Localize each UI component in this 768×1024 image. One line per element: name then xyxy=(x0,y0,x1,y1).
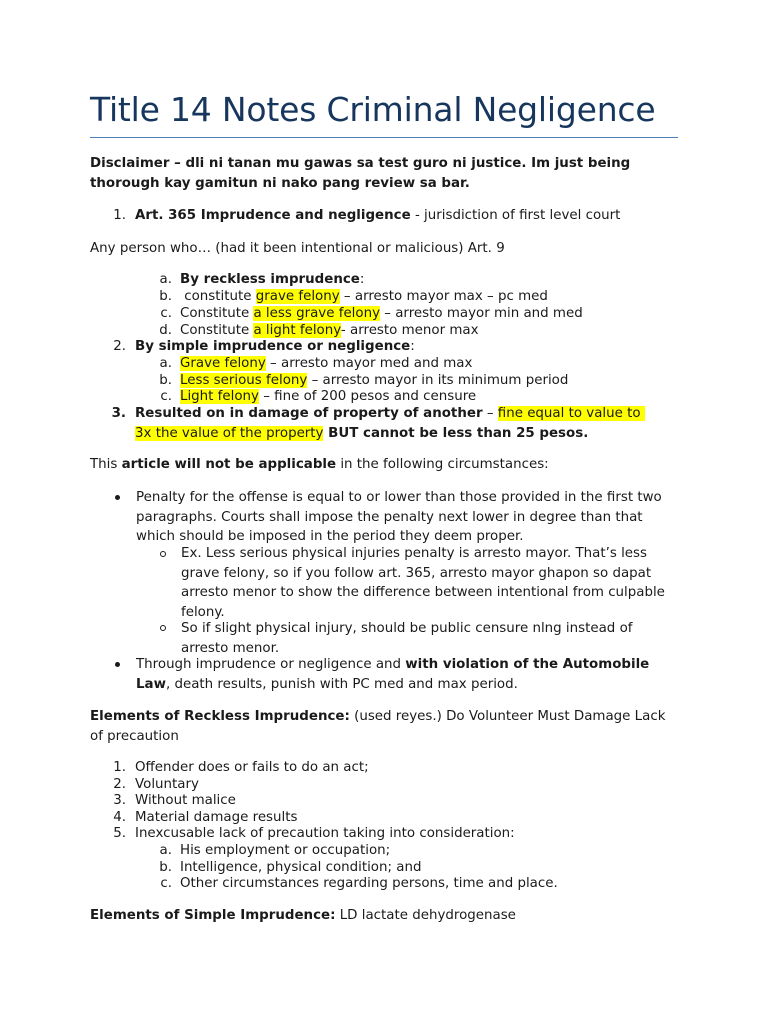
item-text: - jurisdiction of first level court xyxy=(410,208,621,223)
list-marker: c. xyxy=(160,876,172,892)
highlighted-text: 3x the value of the property xyxy=(135,426,324,441)
item-heading: Resulted on in damage of property of another xyxy=(135,406,483,421)
item-heading: By reckless imprudence xyxy=(180,272,360,287)
item-text: – arresto mayor in its minimum period xyxy=(307,373,569,388)
list-item-text: Offender does or fails to do an act; xyxy=(135,760,369,775)
heading-text: LD lactate dehydrogenase xyxy=(335,908,516,923)
highlighted-text: grave felony xyxy=(255,289,340,304)
list-item-text: Inexcusable lack of precaution taking into consideration: xyxy=(135,826,515,842)
bullet-ring-icon xyxy=(160,551,166,557)
not-applicable-paragraph xyxy=(90,455,680,475)
paragraph-bold: article will not be applicable xyxy=(121,457,337,472)
highlighted-text: Grave felony xyxy=(180,356,266,371)
item-text: Constitute xyxy=(180,323,254,338)
item-text: – arresto mayor min and med xyxy=(380,306,583,321)
page-title: Title 14 Notes Criminal Negligence xyxy=(90,90,656,129)
any-person-paragraph: Any person who… (had it been intentional or malicious) Art. 9 xyxy=(90,241,505,256)
item-text: : xyxy=(359,272,365,287)
list-marker: 1. xyxy=(113,208,126,223)
list-item-text: Without malice xyxy=(135,793,236,809)
item-text: constitute xyxy=(180,289,256,304)
bullet-icon xyxy=(115,495,120,500)
bullet-text-part: Through imprudence or negligence and xyxy=(136,657,406,672)
sub-bullet-text: So if slight physical injury, should be public censure nlng instead of arresto menor. xyxy=(181,621,633,656)
highlighted-text: Light felony xyxy=(180,389,259,404)
list-marker: a. xyxy=(159,843,172,858)
highlighted-text: a less grave felony xyxy=(253,306,381,321)
item-text: Constitute xyxy=(180,306,254,321)
bullet-text xyxy=(136,655,676,694)
item-text: – arresto mayor med and max xyxy=(265,356,473,371)
highlighted-text: a light felony xyxy=(253,323,341,338)
heading-bold: Elements of Simple Imprudence: xyxy=(90,908,336,923)
list-marker: 3. xyxy=(111,406,126,421)
item-heading: Art. 365 Imprudence and negligence xyxy=(135,208,411,223)
list-item-text: Voluntary xyxy=(135,776,199,792)
list-marker: b. xyxy=(159,859,172,875)
list-marker: 2. xyxy=(113,339,126,354)
list-marker: b. xyxy=(159,373,172,388)
list-marker: 5. xyxy=(113,826,126,842)
paragraph-text: This xyxy=(90,457,122,472)
item-text: – arresto mayor max – pc med xyxy=(339,289,548,304)
list-item-text: Intelligence, physical condition; and xyxy=(180,859,422,875)
list-item-text: His employment or occupation; xyxy=(180,843,391,858)
list-marker: d. xyxy=(159,323,172,338)
list-marker: c. xyxy=(160,389,172,404)
item-heading: BUT cannot be less than 25 pesos. xyxy=(323,426,589,441)
item-text: – xyxy=(482,406,498,421)
simple-elements-heading xyxy=(90,906,680,926)
list-marker: 3. xyxy=(113,793,126,809)
item-heading: By simple imprudence or negligence xyxy=(135,339,411,354)
bullet-text: Penalty for the offense is equal to or lower than those provided in the first two paragraphs. Courts shall impose the penalty next lower in degree than that which should be imposed in the period they deem proper. xyxy=(136,490,662,544)
item-text: : xyxy=(410,339,415,354)
bullet-icon xyxy=(115,662,120,667)
paragraph-text: in the following circumstances: xyxy=(336,457,549,472)
list-item-text: Other circumstances regarding persons, time and place. xyxy=(180,876,558,892)
bullet-bold: with violation of the Automobile Law xyxy=(136,657,650,692)
heading-text: (used reyes.) Do Volunteer Must Damage Lack of precaution xyxy=(90,709,666,744)
list-marker: 4. xyxy=(113,809,126,825)
reckless-elements-heading xyxy=(90,707,670,747)
list-item-text: Material damage results xyxy=(135,809,298,825)
heading-bold: Elements of Reckless Imprudence: xyxy=(90,709,350,724)
list-marker: b. xyxy=(159,289,172,304)
highlighted-text: fine equal to value to xyxy=(497,406,645,421)
list-marker: 1. xyxy=(113,760,126,775)
list-marker: a. xyxy=(159,272,172,287)
disclaimer: Disclaimer – dli ni tanan mu gawas sa test guro ni justice. Im just being thorough kay gamitun ni nako pang review sa bar. xyxy=(90,156,631,191)
item-text: - arresto menor max xyxy=(340,323,479,338)
item-text: – fine of 200 pesos and censure xyxy=(258,389,477,404)
bullet-text-part: , death results, punish with PC med and max period. xyxy=(165,676,518,692)
title-underline xyxy=(90,137,678,138)
list-marker: 2. xyxy=(113,776,126,792)
list-marker: a. xyxy=(159,356,172,371)
highlighted-text: Less serious felony xyxy=(180,373,308,388)
bullet-ring-icon xyxy=(160,625,166,631)
sub-bullet-text: Ex. Less serious physical injuries penalty is arresto mayor. That’s less grave felony, so if you follow art. 365, arresto mayor ghapon so dapat arresto menor to show the difference between intentional from culpable felony. xyxy=(181,546,665,620)
list-marker: c. xyxy=(160,306,172,321)
